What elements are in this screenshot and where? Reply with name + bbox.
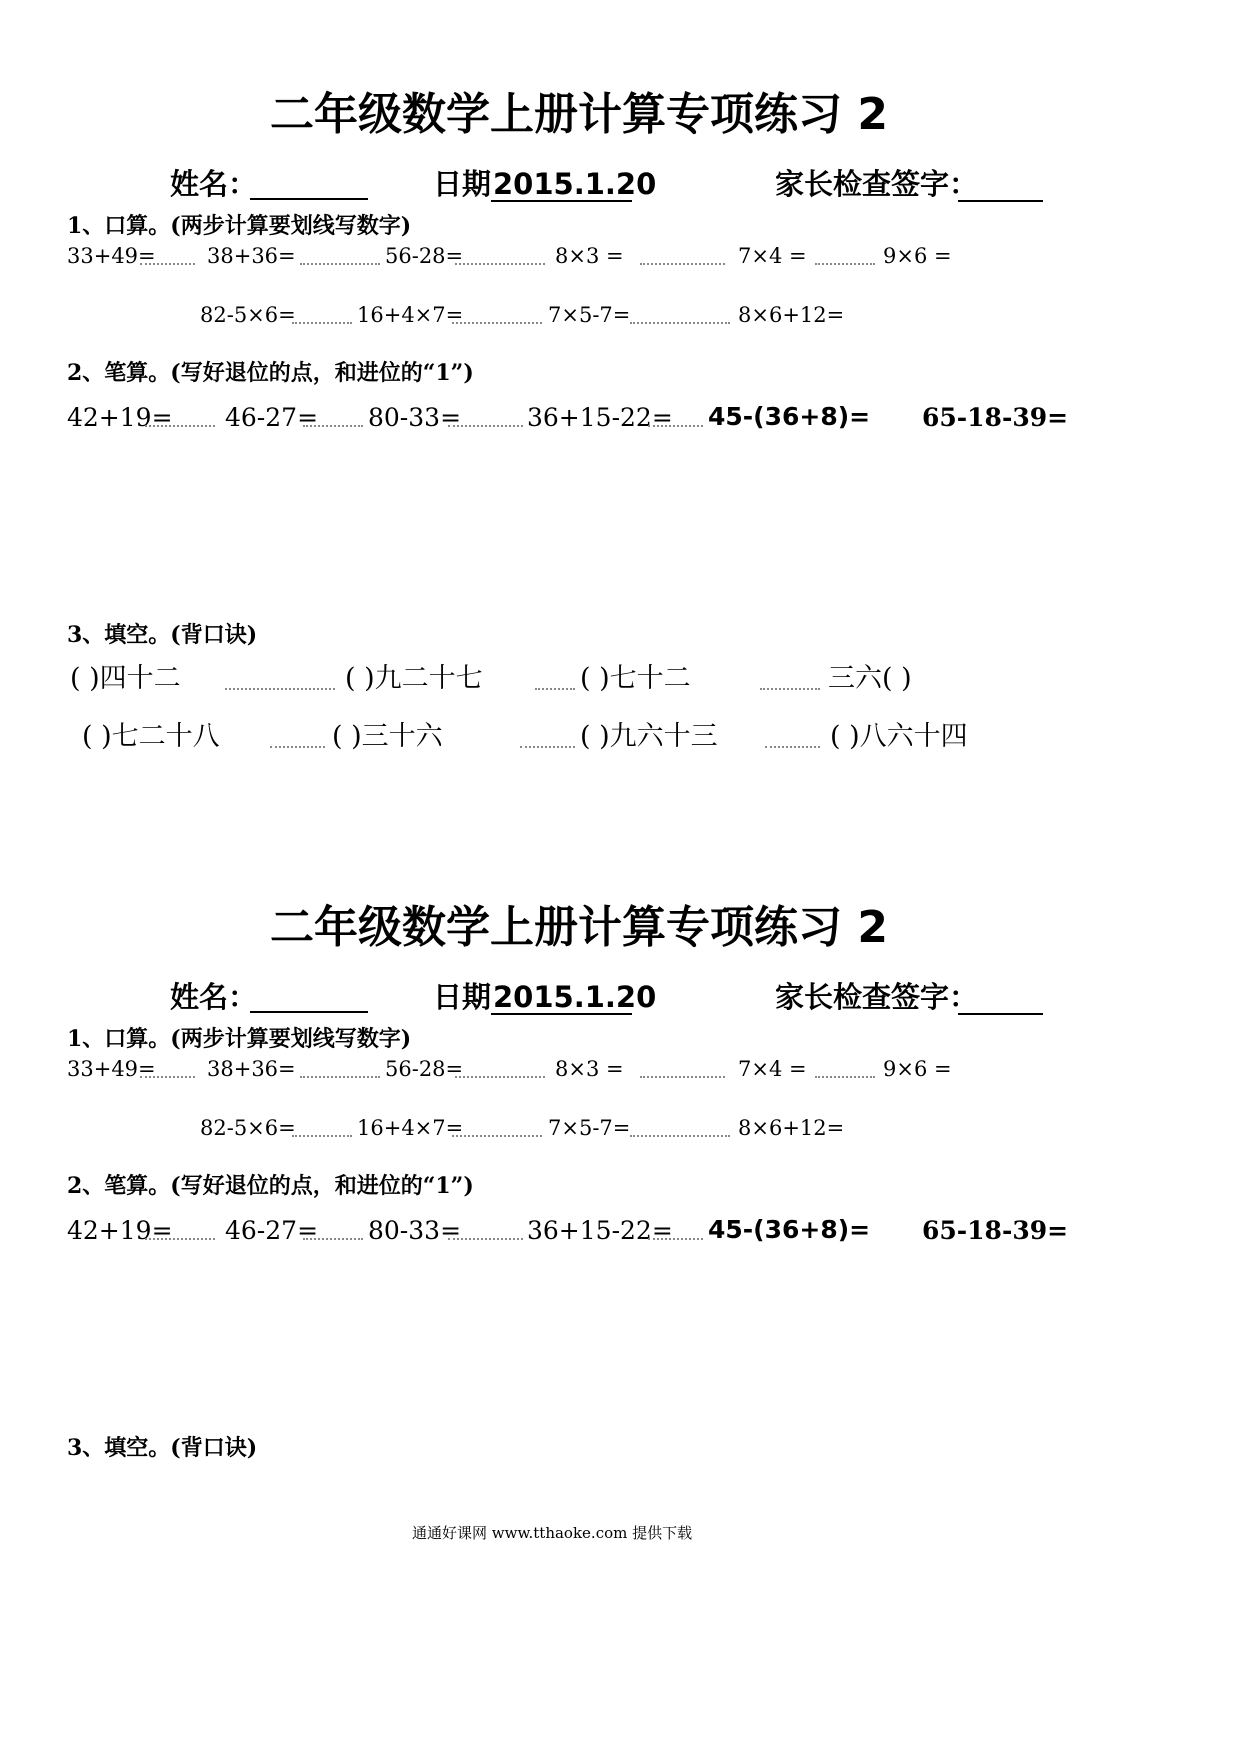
written-problem: 46-27=	[225, 403, 319, 432]
written-problem: 42+19=	[67, 1216, 173, 1245]
section-3-heading: 3、填空。(背口诀)	[67, 622, 258, 648]
written-problem: 45-(36+8)=	[708, 402, 871, 431]
answer-dots[interactable]	[300, 1076, 380, 1078]
answer-dots[interactable]	[640, 1076, 725, 1078]
date-value: 2015.1.20	[493, 167, 657, 201]
name-label: 姓名：	[170, 980, 258, 1014]
multiplication-rhyme-blank[interactable]: ( )三十六	[332, 721, 443, 752]
multiplication-rhyme-blank[interactable]: ( )九二十七	[345, 663, 483, 694]
oral-problem: 9×6 =	[883, 1057, 952, 1081]
parent-sign-blank[interactable]	[958, 1013, 1043, 1015]
parent-sign-label: 家长检查签字：	[775, 980, 979, 1014]
oral-problem: 82-5×6=	[200, 303, 296, 327]
section-2-heading: 2、笔算。(写好退位的点，和进位的“1”)	[67, 360, 474, 386]
answer-dots[interactable]	[648, 1238, 703, 1240]
section-3-heading: 3、填空。(背口诀)	[67, 1435, 258, 1461]
answer-dots[interactable]	[452, 1135, 542, 1137]
written-problem: 65-18-39=	[922, 1216, 1069, 1245]
date-label: 日期	[433, 980, 492, 1014]
date-label: 日期	[433, 167, 492, 201]
oral-problem: 33+49=	[67, 1057, 156, 1081]
footer-credit: 通通好课网 www.tthaoke.com 提供下载	[412, 1524, 693, 1542]
answer-dots[interactable]	[303, 1238, 363, 1240]
written-problem: 65-18-39=	[922, 403, 1069, 432]
answer-dots[interactable]	[145, 1238, 215, 1240]
written-problem: 45-(36+8)=	[708, 1215, 871, 1244]
oral-problem: 56-28=	[385, 244, 464, 268]
written-problem: 36+15-22=	[527, 403, 673, 432]
answer-dots[interactable]	[815, 1076, 875, 1078]
oral-problem: 8×6+12=	[738, 303, 845, 327]
answer-dots[interactable]	[455, 1076, 545, 1078]
oral-problem: 8×3 =	[555, 1057, 624, 1081]
oral-problem: 38+36=	[207, 244, 296, 268]
answer-dots[interactable]	[300, 263, 380, 265]
answer-dots[interactable]	[145, 425, 215, 427]
answer-dots[interactable]	[448, 425, 523, 427]
oral-problem: 7×4 =	[738, 1057, 807, 1081]
worksheet-title: 二年级数学上册计算专项练习 2	[270, 902, 888, 953]
oral-problem: 16+4×7=	[357, 1116, 464, 1140]
parent-sign-blank[interactable]	[958, 200, 1043, 202]
section-2-heading: 2、笔算。(写好退位的点，和进位的“1”)	[67, 1173, 474, 1199]
date-value: 2015.1.20	[493, 980, 657, 1014]
answer-dots[interactable]	[140, 263, 195, 265]
oral-problem: 7×4 =	[738, 244, 807, 268]
parent-sign-label: 家长检查签字：	[775, 167, 979, 201]
name-blank[interactable]	[250, 1011, 368, 1013]
name-blank[interactable]	[250, 198, 368, 200]
worksheet-title: 二年级数学上册计算专项练习 2	[270, 89, 888, 140]
spacer-dots	[225, 688, 335, 690]
answer-dots[interactable]	[455, 263, 545, 265]
spacer-dots	[760, 688, 820, 690]
spacer-dots	[765, 746, 820, 748]
answer-dots[interactable]	[648, 425, 703, 427]
answer-dots[interactable]	[292, 1135, 352, 1137]
answer-dots[interactable]	[303, 425, 363, 427]
multiplication-rhyme-blank[interactable]: ( )九六十三	[580, 721, 718, 752]
oral-problem: 82-5×6=	[200, 1116, 296, 1140]
oral-problem: 7×5-7=	[548, 1116, 631, 1140]
multiplication-rhyme-blank[interactable]: ( )七二十八	[82, 721, 220, 752]
answer-dots[interactable]	[140, 1076, 195, 1078]
multiplication-rhyme-blank[interactable]: ( )八六十四	[830, 721, 968, 752]
oral-problem: 56-28=	[385, 1057, 464, 1081]
written-problem: 42+19=	[67, 403, 173, 432]
spacer-dots	[520, 746, 575, 748]
answer-dots[interactable]	[815, 263, 875, 265]
section-1-heading: 1、口算。(两步计算要划线写数字)	[67, 213, 412, 239]
oral-problem: 33+49=	[67, 244, 156, 268]
answer-dots[interactable]	[452, 322, 542, 324]
spacer-dots	[270, 746, 325, 748]
oral-problem: 38+36=	[207, 1057, 296, 1081]
answer-dots[interactable]	[640, 263, 725, 265]
oral-problem: 9×6 =	[883, 244, 952, 268]
oral-problem: 8×3 =	[555, 244, 624, 268]
answer-dots[interactable]	[448, 1238, 523, 1240]
section-1-heading: 1、口算。(两步计算要划线写数字)	[67, 1026, 412, 1052]
name-label: 姓名：	[170, 167, 258, 201]
date-underline	[491, 200, 632, 202]
written-problem: 46-27=	[225, 1216, 319, 1245]
written-problem: 80-33=	[368, 1216, 462, 1245]
answer-dots[interactable]	[630, 322, 730, 324]
written-problem: 80-33=	[368, 403, 462, 432]
multiplication-rhyme-blank[interactable]: ( )四十二	[70, 663, 181, 694]
oral-problem: 8×6+12=	[738, 1116, 845, 1140]
date-underline	[491, 1013, 632, 1015]
oral-problem: 7×5-7=	[548, 303, 631, 327]
answer-dots[interactable]	[292, 322, 352, 324]
written-problem: 36+15-22=	[527, 1216, 673, 1245]
multiplication-rhyme-blank[interactable]: 三六( )	[828, 663, 912, 694]
multiplication-rhyme-blank[interactable]: ( )七十二	[580, 663, 691, 694]
oral-problem: 16+4×7=	[357, 303, 464, 327]
spacer-dots	[535, 688, 575, 690]
answer-dots[interactable]	[630, 1135, 730, 1137]
